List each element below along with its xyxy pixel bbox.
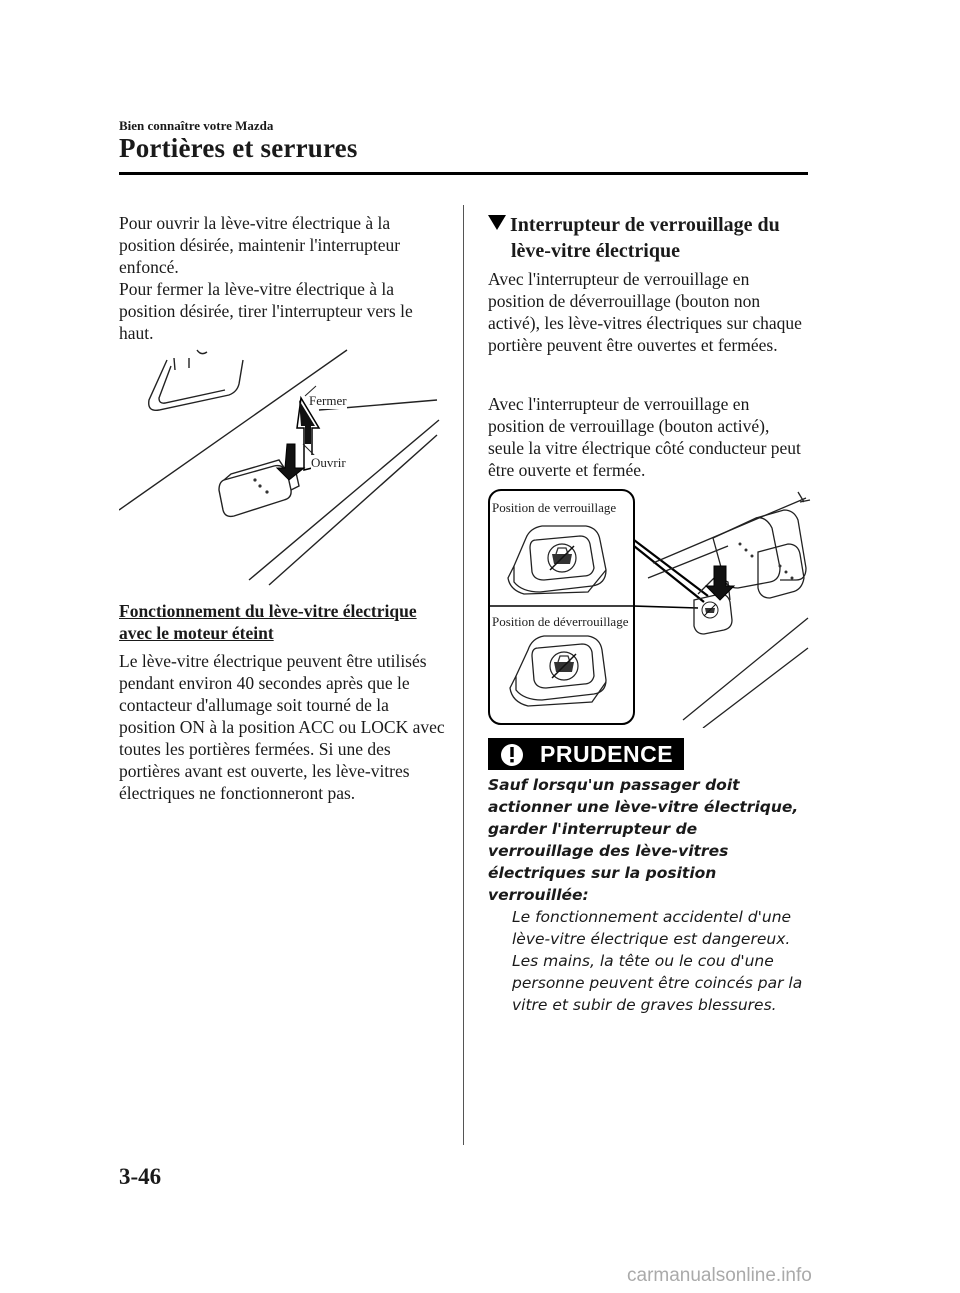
window-switch-figure bbox=[119, 340, 449, 590]
heading-line-2: lève-vitre électrique bbox=[511, 240, 680, 262]
label-fermer: Fermer bbox=[309, 393, 347, 408]
column-divider bbox=[463, 205, 464, 1145]
caution-text bbox=[488, 774, 808, 1016]
footer-watermark: carmanualsonline.info bbox=[627, 1265, 812, 1286]
engine-off-subheading: Fonctionnement du lève-vitre électrique avec le moteur éteint bbox=[119, 601, 417, 643]
label-locked-position: Position de verrouillage bbox=[492, 500, 617, 515]
lock-symbol-icon bbox=[550, 652, 578, 680]
window-switch-illustration bbox=[119, 340, 449, 590]
title-rule bbox=[119, 172, 808, 175]
triangle-bullet-icon bbox=[488, 215, 506, 230]
caution-label: PRUDENCE bbox=[540, 741, 674, 767]
caution-badge bbox=[488, 738, 684, 770]
section-label: Bien connaître votre Mazda bbox=[119, 118, 274, 133]
page-number: 3-46 bbox=[119, 1164, 162, 1189]
lock-switch-figure bbox=[488, 488, 818, 728]
heading-line-1: Interrupteur de verrouillage du bbox=[510, 214, 780, 236]
locked-description: Avec l'interrupteur de verrouillage en position de verrouillage (bouton activé), seule la vitre électrique côté conducteur peut être ouverte et fermée. bbox=[488, 394, 801, 480]
warning-icon bbox=[488, 738, 528, 770]
caution-body: Le fonctionnement accidentel d'une lève-vitre électrique est dangereux. Les mains, la tête ou le cou d'une personne peuvent être coincés par la vitre et subir de graves blessures. bbox=[512, 908, 803, 1014]
lock-switch-heading bbox=[490, 212, 810, 264]
label-ouvrir: Ouvrir bbox=[311, 455, 346, 470]
open-close-instructions: Pour ouvrir la lève-vitre électrique à la position désirée, maintenir l'interrupteur enfoncé. Pour fermer la lève-vitre électrique à la position désirée, tirer l'interrupteur vers le haut. bbox=[119, 213, 413, 343]
page-title: Portières et serrures bbox=[119, 133, 358, 163]
lock-switch-illustration bbox=[488, 488, 818, 728]
caution-lead: Sauf lorsqu'un passager doit actionner une lève-vitre électrique, garder l'interrupteur de verrouillage des lève-vitres électriques sur la position verrouillée: bbox=[488, 776, 799, 904]
engine-off-description: Le lève-vitre électrique peuvent être utilisés pendant environ 40 secondes après que le contacteur d'allumage soit tourné de la position ON à la position ACC ou LOCK avec toutes les portières fermées. Si une des portières avant est ouverte, les lève-vitres électriques ne fonctionneront pas. bbox=[119, 651, 445, 803]
unlocked-description: Avec l'interrupteur de verrouillage en position de déverrouillage (bouton non activé), les lève-vitres électriques sur chaque portière peuvent être ouvertes et fermées. bbox=[488, 269, 802, 355]
label-unlocked-position: Position de déverrouillage bbox=[492, 614, 629, 629]
lock-symbol-icon bbox=[548, 544, 576, 572]
